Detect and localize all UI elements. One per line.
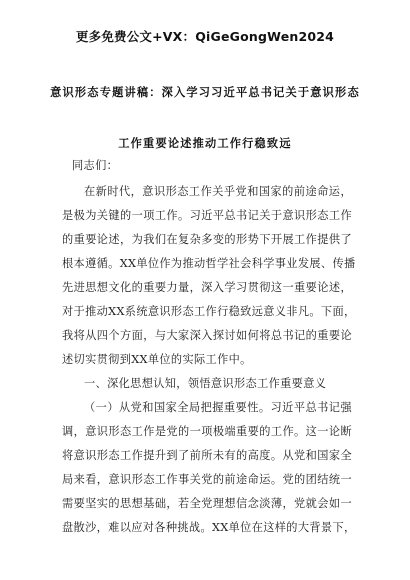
paragraph-line: 盘散沙，难以应对各种挑战。XX单位在这样的大背景下，: [62, 521, 356, 534]
paragraph-line: 将意识形态工作提升到了前所未有的高度。从党和国家全: [62, 449, 352, 462]
paragraph-line: 调，意识形态工作是党的一项极端重要的工作。这一论断: [62, 425, 352, 438]
paragraph-line: 的重要论述，为我们在复杂多变的形势下开展工作提供了: [62, 233, 352, 246]
paragraph-line: 需要坚实的思想基础，若全党理想信念淡薄，党就会如一: [62, 497, 352, 510]
paragraph-line: 局来看，意识形态工作事关党的前途命运。党的团结统一: [62, 473, 352, 486]
salutation: 同志们：: [72, 159, 119, 172]
paragraph-line: 先进思想文化的重要力量，深入学习贯彻这一重要论述，: [62, 281, 352, 294]
paragraph-line: 根本遵循。XX单位作为推动哲学社会科学事业发展、传播: [62, 257, 356, 270]
document-title-line-2: 工作重要论述推动工作行稳致远: [118, 137, 292, 150]
section-heading: 一、深化思想认知，领悟意识形态工作重要意义: [84, 377, 327, 390]
document-title-line-1: 意识形态专题讲稿：深入学习习近平总书记关于意识形态: [50, 86, 360, 99]
watermark-banner: 更多免费公文+VX：QiGeGongWen2024: [75, 29, 335, 44]
paragraph-line: 在新时代，意识形态工作关乎党和国家的前途命运，: [84, 185, 352, 198]
paragraph-line: 是极为关键的一项工作。习近平总书记关于意识形态工作: [62, 209, 352, 222]
paragraph-line: （一）从党和国家全局把握重要性。习近平总书记强: [84, 401, 352, 414]
paragraph-line: 述切实贯彻到XX单位的实际工作中。: [62, 353, 252, 366]
paragraph-line: 我将从四个方面，与大家深入探讨如何将总书记的重要论: [62, 329, 352, 342]
paragraph-line: 对于推动XX系统意识形态工作行稳致远意义非凡。下面，: [62, 305, 356, 318]
